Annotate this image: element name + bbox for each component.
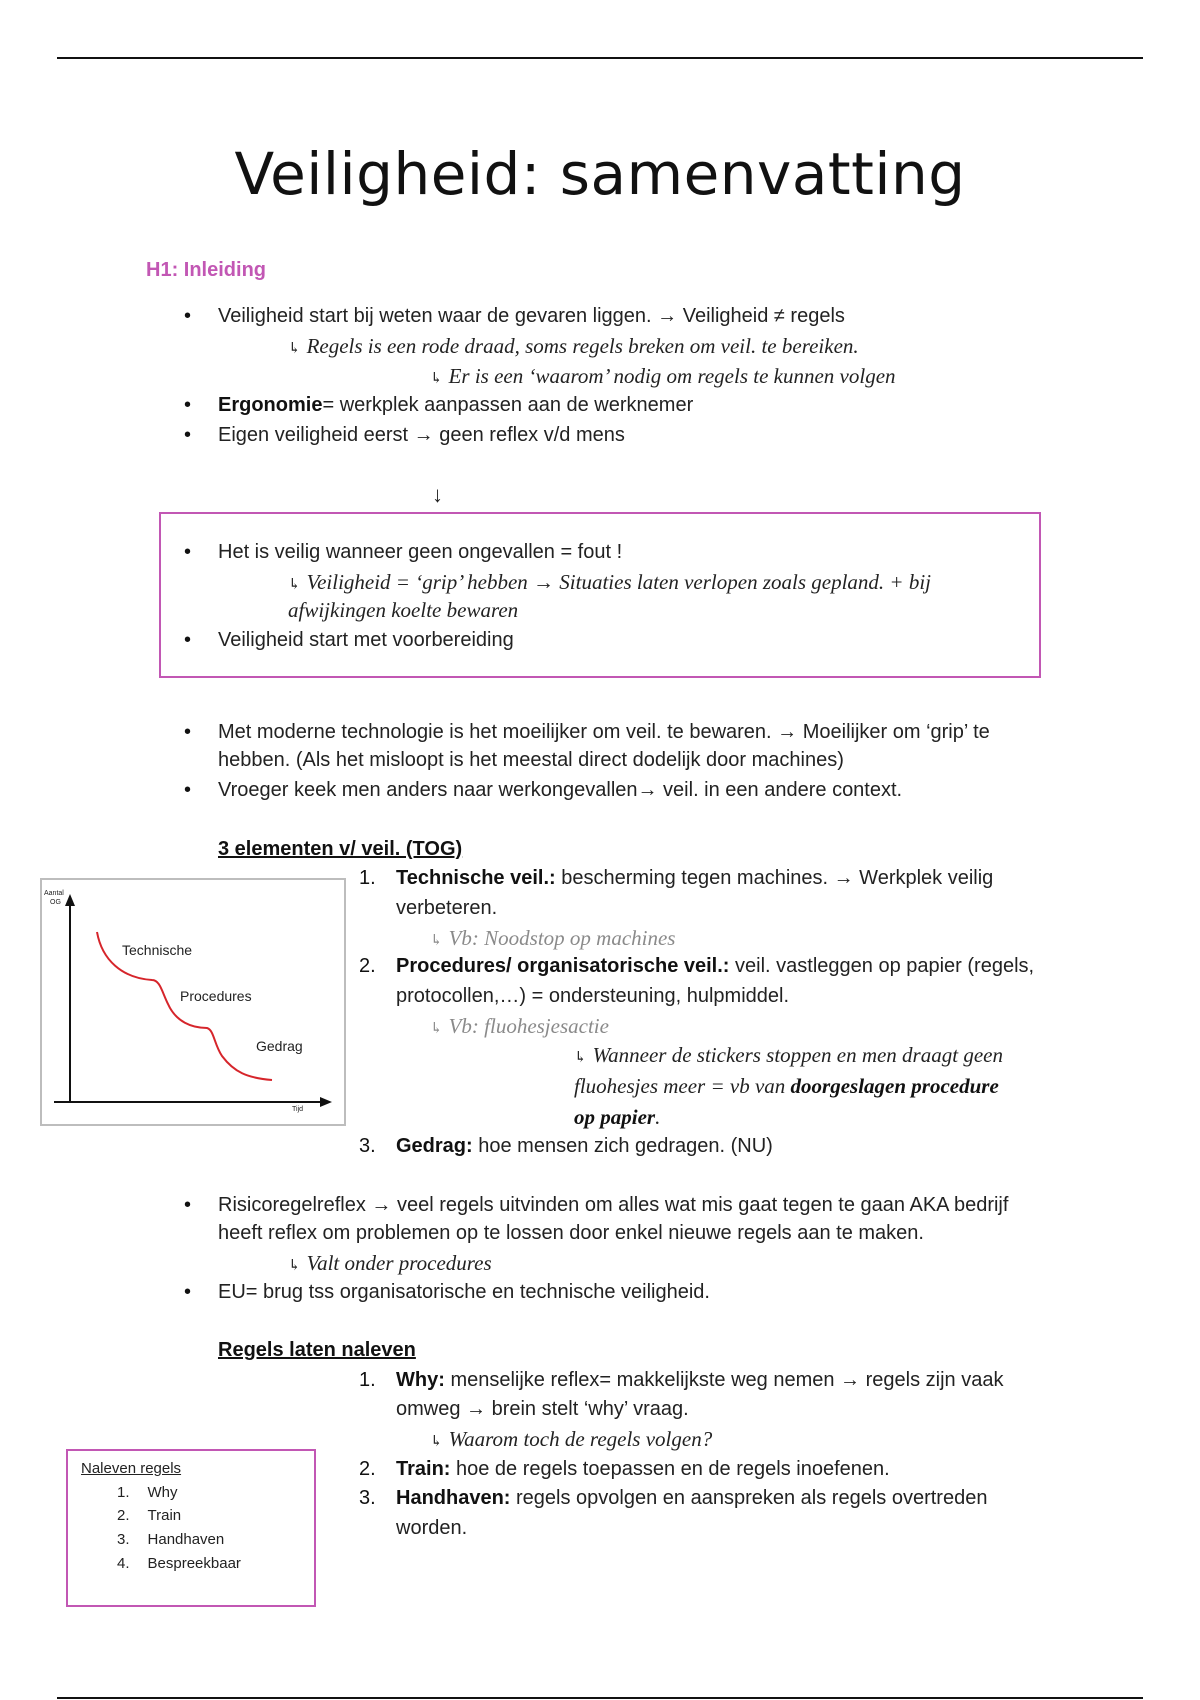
tog-item-3: 3. Gedrag: hoe mensen zich gedragen. (NU) bbox=[359, 1135, 773, 1157]
naleven-item-1-line2: omweg → brein stelt ‘why’ vraag. bbox=[396, 1398, 689, 1420]
chart-x-axis-arrow bbox=[320, 1097, 332, 1107]
bullet-risicoregelreflex: • Risicoregelreflex → veel regels uitvinden om alles wat mis gaat tegen te gaan AKA bedrijf bbox=[218, 1191, 1008, 1219]
top-rule bbox=[57, 57, 1143, 59]
risk-sub: ↳ Valt onder procedures bbox=[288, 1251, 492, 1275]
bullet-ergonomie: • Ergonomie= werkplek aanpassen aan de werknemer bbox=[218, 391, 693, 419]
page-title: Veiligheid: samenvatting bbox=[234, 140, 966, 208]
down-arrow-icon: ↓ bbox=[432, 482, 443, 507]
tog-item-2-subsub: ↳ Wanneer de stickers stoppen en men draagt geen bbox=[574, 1043, 1003, 1067]
chart-y-axis-arrow bbox=[65, 894, 75, 906]
naleven-heading: Regels laten naleven bbox=[218, 1339, 416, 1361]
naleven-item-1-sub: ↳ Waarom toch de regels volgen? bbox=[430, 1427, 713, 1451]
modern-line2: hebben. (Als het misloopt is het meestal direct dodelijk door machines) bbox=[218, 749, 844, 771]
sub-arrow-icon: ↳ bbox=[288, 577, 301, 593]
sidebox-item: 1. Why bbox=[117, 1484, 178, 1501]
sidebox-heading: Naleven regels bbox=[81, 1460, 182, 1477]
chart-ylabel-line1: Aantal bbox=[44, 890, 64, 897]
bullet-geen-ongevallen: • Het is veilig wanneer geen ongevallen = fout ! bbox=[218, 538, 622, 566]
bullet-eigen-veiligheid: • Eigen veiligheid eerst → geen reflex v/d mens bbox=[218, 421, 625, 449]
chart-label-technische: Technische bbox=[122, 942, 193, 958]
sidebox-item: 3. Handhaven bbox=[117, 1531, 225, 1548]
tog-item-2: 2. Procedures/ organisatorische veil.: veil. vastleggen op papier (regels, bbox=[359, 955, 1035, 977]
tog-item-2-subsub-line3: op papier. bbox=[574, 1105, 661, 1129]
tog-item-2-line2: protocollen,…) = ondersteuning, hulpmiddel. bbox=[396, 985, 790, 1007]
tog-item-2-sub: ↳ Vb: fluohesjesactie bbox=[430, 1014, 609, 1038]
chart-ylabel-line2: OG bbox=[50, 899, 61, 906]
tog-heading: 3 elementen v/ veil. (TOG) bbox=[218, 838, 463, 860]
sub-arrow-icon: ↳ bbox=[574, 1050, 587, 1066]
sub-rode-draad: ↳ Regels is een rode draad, soms regels breken om veil. te bereiken. bbox=[288, 334, 859, 358]
sub-waarom: ↳ Er is een ‘waarom’ nodig om regels te kunnen volgen bbox=[430, 364, 896, 388]
sub-arrow-icon: ↳ bbox=[430, 933, 443, 949]
bottom-rule bbox=[57, 1697, 1143, 1699]
bullet-voorbereiding: • Veiligheid start met voorbereiding bbox=[218, 626, 514, 654]
sub-grip: ↳ Veiligheid = ‘grip’ hebben → Situaties laten verlopen zoals gepland. + bij bbox=[288, 570, 931, 594]
tog-item-1-line2: verbeteren. bbox=[396, 897, 498, 919]
tog-chart bbox=[40, 878, 346, 1126]
tog-item-1-sub: ↳ Vb: Noodstop op machines bbox=[430, 926, 676, 950]
bullet-gevaren: • Veiligheid start bij weten waar de gevaren liggen. → Veiligheid ≠ regels bbox=[218, 302, 845, 330]
chart-label-gedrag: Gedrag bbox=[256, 1038, 303, 1054]
bullet-eu: • EU= brug tss organisatorische en technische veiligheid. bbox=[218, 1278, 710, 1306]
tog-item-2-subsub-line2: fluohesjes meer = vb van doorgeslagen procedure bbox=[574, 1074, 999, 1098]
sidebox-item: 2. Train bbox=[117, 1507, 182, 1524]
sub-arrow-icon: ↳ bbox=[430, 371, 443, 387]
risk-line2: heeft reflex om problemen op te lossen door enkel nieuwe regels aan te maken. bbox=[218, 1222, 924, 1244]
tog-item-1: 1. Technische veil.: bescherming tegen machines. → Werkplek veilig bbox=[359, 867, 994, 889]
sidebox-item: 4. Bespreekbaar bbox=[117, 1555, 241, 1572]
naleven-item-2: 2. Train: hoe de regels toepassen en de regels inoefenen. bbox=[359, 1458, 890, 1480]
naleven-item-1: 1. Why: menselijke reflex= makkelijkste weg nemen → regels zijn vaak bbox=[359, 1369, 1004, 1391]
sub-arrow-icon: ↳ bbox=[430, 1021, 443, 1037]
chart-xlabel: Tijd bbox=[292, 1106, 304, 1113]
sub-arrow-icon: ↳ bbox=[288, 1258, 301, 1274]
section-heading-h1: H1: Inleiding bbox=[146, 259, 266, 281]
sub-arrow-icon: ↳ bbox=[288, 341, 301, 357]
bullet-vroeger: • Vroeger keek men anders naar werkongevallen→ veil. in een andere context. bbox=[218, 776, 902, 804]
sub-arrow-icon: ↳ bbox=[430, 1434, 443, 1450]
sub-grip-cont: afwijkingen koelte bewaren bbox=[288, 598, 519, 622]
bullet-moderne-technologie: • Met moderne technologie is het moeilijker om veil. te bewaren. → Moeilijker om ‘grip’ te bbox=[218, 718, 990, 746]
naleven-item-3-line2: worden. bbox=[396, 1517, 468, 1539]
chart-label-procedures: Procedures bbox=[180, 988, 252, 1004]
naleven-item-3: 3. Handhaven: regels opvolgen en aanspreken als regels overtreden bbox=[359, 1487, 988, 1509]
